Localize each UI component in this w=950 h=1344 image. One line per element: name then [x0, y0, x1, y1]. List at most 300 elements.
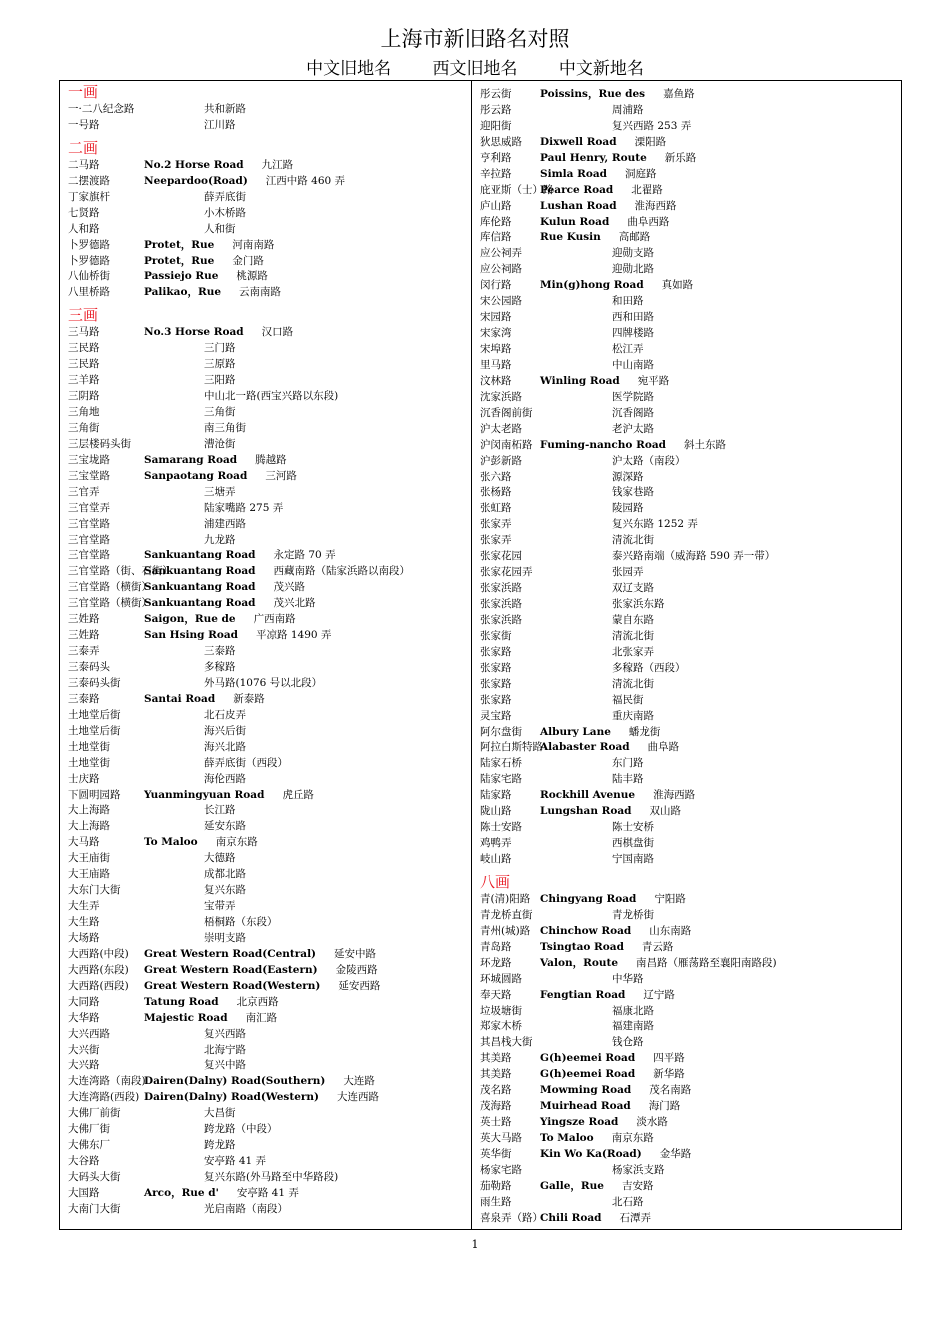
new-chinese-name: 清流北街 [612, 677, 654, 690]
table-row [480, 677, 898, 693]
old-chinese-name: 卜罗德路 [68, 254, 110, 267]
new-chinese-name: 蟠龙街 [628, 725, 661, 738]
section-heading: 一画 [68, 83, 99, 101]
new-chinese-name: 茂兴路 [273, 581, 306, 594]
old-chinese-name: 大南门大街 [68, 1202, 121, 1215]
table-row [480, 1179, 898, 1195]
page-number: 1 [471, 1238, 479, 1251]
table-row [480, 103, 898, 119]
old-chinese-name: 喜泉弄（路） [480, 1211, 543, 1224]
table-row [480, 908, 898, 924]
old-chinese-name: 三羊路 [68, 374, 100, 387]
new-chinese-name: 沉香阁路 [612, 406, 654, 419]
old-chinese-name: 茄勒路 [480, 1179, 512, 1192]
left-column [68, 81, 466, 1218]
new-chinese-name: 中山北一路(西宝兴路以东段) [204, 390, 339, 403]
new-chinese-name: 新乐路 [664, 151, 697, 164]
new-chinese-name: 宝带弄 [204, 900, 236, 913]
table-row [480, 1083, 898, 1099]
old-chinese-name: 狄思威路 [480, 135, 522, 148]
new-chinese-name: 江川路 [204, 118, 236, 131]
new-chinese-name: 桃源路 [236, 270, 268, 283]
table-row [68, 867, 466, 883]
old-western-name: Albury Lane [540, 725, 611, 738]
old-chinese-name: 大佛东厂 [68, 1139, 110, 1152]
old-western-name: Sanpaotang Road [144, 469, 248, 482]
new-chinese-name: 福康北路 [612, 1004, 654, 1017]
old-chinese-name: 陈士安路 [480, 821, 522, 834]
old-chinese-name: 宋埠路 [480, 343, 512, 355]
new-chinese-name: 重庆南路 [612, 709, 654, 722]
table-row [68, 851, 466, 867]
section-heading: 八画 [480, 872, 511, 891]
old-western-name: Paul Henry, Route [540, 151, 647, 164]
old-chinese-name: 三官堂路 [68, 533, 110, 546]
new-chinese-name: 青龙桥街 [612, 908, 654, 921]
new-chinese-name: 南京东路 [611, 1132, 654, 1144]
old-chinese-name: 大佛厂街 [68, 1123, 110, 1136]
new-chinese-name: 中山南路 [612, 358, 654, 371]
old-chinese-name: 一号路 [68, 118, 100, 131]
table-row [480, 1131, 898, 1147]
old-chinese-name: 大佛厂前街 [68, 1107, 121, 1120]
table-row [68, 819, 466, 835]
old-chinese-name: 应公祠路 [480, 263, 522, 276]
table-row [68, 1058, 466, 1074]
new-chinese-name: 三角街 [204, 406, 236, 418]
old-chinese-name: 三官堂路（街、石街） [68, 565, 173, 578]
new-chinese-name: 三河路 [265, 469, 297, 482]
new-chinese-name: 海兴后街 [204, 724, 246, 737]
old-western-name: Alabaster Road [540, 741, 630, 754]
new-chinese-name: 南三角街 [204, 421, 246, 434]
table-row [68, 835, 466, 851]
old-chinese-name: 大西路(东段) [68, 963, 129, 976]
old-western-name: Majestic Road [144, 1011, 228, 1024]
old-western-name: Simla Road [540, 167, 608, 180]
table-row [480, 230, 898, 246]
old-chinese-name: 大兴街 [68, 1043, 100, 1056]
new-chinese-name: 北京西路 [236, 995, 279, 1008]
table-row [68, 915, 466, 931]
column-headers [0, 58, 950, 80]
table-row [68, 1027, 466, 1043]
new-chinese-name: 陈士安桥 [612, 821, 654, 834]
old-chinese-name: 三民路 [68, 342, 100, 355]
old-chinese-name: 庐山路 [480, 199, 512, 212]
table-row [480, 645, 898, 661]
old-chinese-name: 沪闵南柘路 [480, 438, 533, 451]
old-chinese-name: 三官堂路（横街） [68, 581, 152, 594]
old-chinese-name: 其昌栈大街 [480, 1036, 533, 1049]
old-western-name: Valon，Route [540, 956, 619, 969]
old-chinese-name: 青(清)阳路 [480, 892, 531, 905]
old-western-name: Chinchow Road [540, 924, 632, 937]
new-chinese-name: 双辽支路 [612, 582, 654, 595]
old-chinese-name: 土地堂街 [68, 756, 110, 769]
old-chinese-name: 雨生路 [480, 1195, 512, 1208]
table-row [480, 278, 898, 294]
old-chinese-name: 张家路 [480, 645, 512, 658]
old-western-name: Sankuantang Road [144, 549, 256, 562]
new-chinese-name: 腾越路 [255, 453, 287, 466]
old-western-name: Yingsze Road [540, 1116, 619, 1129]
new-chinese-name: 延安东路 [204, 820, 246, 833]
new-chinese-name: 宛平路 [637, 374, 670, 387]
new-chinese-name: 金华路 [659, 1147, 692, 1160]
table-row [480, 1035, 898, 1051]
new-chinese-name: 松江弄 [612, 343, 644, 355]
table-row [68, 1154, 466, 1170]
new-chinese-name: 延安中路 [334, 947, 377, 960]
new-chinese-name: 福建南路 [612, 1020, 654, 1033]
table-row [480, 326, 898, 342]
new-chinese-name: 九龙路 [204, 533, 236, 546]
table-row [68, 1122, 466, 1138]
table-row [68, 453, 466, 469]
new-chinese-name: 迎勋北路 [612, 263, 654, 276]
old-chinese-name: 八仙桥街 [68, 270, 110, 283]
right-column [480, 81, 898, 1227]
new-chinese-name: 人和街 [204, 222, 236, 235]
old-chinese-name: 大生弄 [68, 900, 100, 913]
table-row [480, 215, 898, 231]
old-western-name: San Hsing Road [144, 629, 239, 642]
table-row [68, 995, 466, 1011]
table-row [480, 1163, 898, 1179]
table-row [480, 390, 898, 406]
table-row [68, 660, 466, 676]
old-western-name: Samarang Road [144, 453, 238, 466]
table-row [68, 501, 466, 517]
table-row [68, 963, 466, 979]
new-chinese-name: 北张家弄 [612, 645, 654, 658]
old-chinese-name: 人和路 [68, 222, 100, 235]
table-row [68, 708, 466, 724]
old-chinese-name: 张家街 [480, 629, 512, 642]
old-chinese-name: 张家路 [480, 661, 512, 674]
old-chinese-name: 陆家石桥 [480, 757, 522, 770]
table-row [68, 979, 466, 995]
old-chinese-name: 杨家宅路 [480, 1163, 522, 1176]
table-row [68, 803, 466, 819]
new-chinese-name: 洞庭路 [625, 167, 657, 180]
new-chinese-name: 新华路 [653, 1068, 685, 1081]
new-chinese-name: 复兴西路 253 弄 [612, 119, 692, 132]
table-row [68, 564, 466, 580]
old-chinese-name: 七贤路 [68, 206, 100, 219]
new-chinese-name: 海门路 [648, 1100, 681, 1113]
old-western-name: Great Western Road(Eastern) [144, 963, 318, 976]
old-chinese-name: 张家浜路 [480, 613, 522, 626]
old-western-name: No.2 Horse Road [144, 158, 244, 171]
old-chinese-name: 三官弄 [68, 485, 100, 498]
old-chinese-name: 大王庙街 [68, 852, 110, 865]
table-row [480, 549, 898, 565]
new-chinese-name: 浦建西路 [204, 517, 246, 530]
old-western-name: Tsingtao Road [540, 940, 624, 953]
table-row [480, 246, 898, 262]
old-chinese-name: 士庆路 [68, 772, 100, 785]
new-chinese-name: 北海宁路 [204, 1043, 246, 1056]
table-row [68, 580, 466, 596]
new-chinese-name: 福民街 [612, 693, 644, 706]
table-row [480, 422, 898, 438]
new-chinese-name: 永定路 70 弄 [273, 549, 336, 562]
old-western-name: Sankuantang Road [144, 565, 256, 578]
old-chinese-name: 大上海路 [68, 820, 110, 833]
old-chinese-name: 大华路 [68, 1011, 100, 1024]
old-western-name: Passiejo Rue [144, 270, 219, 283]
old-chinese-name: 三姓路 [68, 629, 100, 642]
new-chinese-name: 小木桥路 [204, 206, 246, 219]
old-chinese-name: 土地堂后街 [68, 724, 121, 737]
table-row [68, 254, 466, 270]
new-chinese-name: 复兴东路 [204, 884, 246, 897]
old-chinese-name: 张家路 [480, 677, 512, 690]
table-row [480, 167, 898, 183]
table-row [480, 119, 898, 135]
old-chinese-name: 张虹路 [480, 502, 512, 515]
table-row [480, 374, 898, 390]
new-chinese-name: 薛弄底街（西段） [204, 756, 288, 769]
old-western-name: Great Western Road(Central) [144, 947, 317, 960]
table-row [480, 988, 898, 1004]
table-row [480, 836, 898, 852]
table-row [480, 183, 898, 199]
new-chinese-name: 石潭弄 [619, 1211, 651, 1224]
old-chinese-name: 三角街 [68, 421, 100, 434]
new-chinese-name: 云南南路 [239, 286, 282, 299]
new-chinese-name: 跨龙路（中段） [204, 1123, 278, 1136]
old-chinese-name: 大连湾路(西段) [68, 1091, 140, 1104]
new-chinese-name: 周浦路 [612, 103, 644, 116]
old-chinese-name: 陆家路 [480, 789, 512, 802]
new-chinese-name: 蒙自东路 [612, 613, 654, 626]
table-row [480, 788, 898, 804]
table-row [68, 421, 466, 437]
old-chinese-name: 其美路 [480, 1052, 512, 1065]
table-row [68, 118, 466, 134]
old-chinese-name: 彤云路 [480, 103, 512, 116]
old-western-name: Mowming Road [540, 1084, 632, 1097]
table-row [480, 438, 898, 454]
table-row [480, 199, 898, 215]
table-row [68, 485, 466, 501]
old-chinese-name: 张杨路 [480, 486, 512, 499]
old-western-name: Kin Wo Ka(Road) [540, 1147, 642, 1160]
old-chinese-name: 张家花园弄 [480, 566, 533, 579]
new-chinese-name: 青云路 [641, 940, 674, 953]
old-chinese-name: 宋家湾 [480, 327, 512, 340]
old-chinese-name: 沉香阁前街 [480, 406, 533, 419]
table-row [68, 772, 466, 788]
old-chinese-name: 岐山路 [480, 853, 512, 865]
old-western-name: Min(g)hong Road [540, 279, 644, 292]
old-western-name: Sankuantang Road [144, 597, 256, 610]
table-row [480, 940, 898, 956]
old-chinese-name: 三宝堂路 [68, 469, 110, 482]
old-western-name: Neepardoo(Road) [144, 174, 248, 187]
old-chinese-name: 陇山路 [480, 805, 512, 818]
old-chinese-name: 沈家浜路 [480, 390, 522, 403]
table-row [480, 533, 898, 549]
old-chinese-name: 大同路 [68, 995, 100, 1008]
section-heading: 三画 [68, 306, 99, 325]
old-chinese-name: 青州(城)路 [480, 924, 531, 937]
table-row [68, 899, 466, 915]
new-chinese-name: 陵园路 [612, 502, 644, 515]
new-chinese-name: 北石路 [612, 1195, 644, 1208]
new-chinese-name: 泰兴路南端（威海路 590 弄一带） [612, 550, 776, 563]
table-row [68, 548, 466, 564]
new-chinese-name: 老沪太路 [612, 422, 654, 435]
old-chinese-name: 三官堂路 [68, 549, 110, 562]
new-chinese-name: 三泰路 [204, 645, 236, 658]
new-chinese-name: 宁国南路 [612, 853, 654, 865]
table-row [68, 341, 466, 357]
table-row [480, 406, 898, 422]
table-row [68, 947, 466, 963]
old-western-name: Yuanmingyuan Road [144, 788, 265, 801]
new-chinese-name: 西和田路 [612, 311, 654, 324]
table-row [68, 1090, 466, 1106]
old-chinese-name: 三泰路 [68, 692, 100, 705]
table-row [480, 262, 898, 278]
table-row [68, 206, 466, 222]
new-chinese-name: 南京东路 [215, 836, 258, 849]
new-chinese-name: 海伦西路 [204, 772, 246, 785]
old-chinese-name: 青龙桥直街 [480, 908, 533, 921]
new-chinese-name: 海兴北路 [204, 740, 246, 753]
new-chinese-name: 四平路 [653, 1052, 685, 1065]
new-chinese-name: 张家浜东路 [612, 598, 665, 610]
old-western-name: Tatung Road [144, 995, 219, 1008]
table-row [68, 269, 466, 285]
old-western-name: Galle，Rue [540, 1179, 604, 1192]
new-chinese-name: 张园弄 [612, 566, 644, 579]
new-chinese-name: 多稼路（西段） [612, 661, 686, 674]
new-chinese-name: 漕沧街 [204, 437, 236, 450]
new-chinese-name: 西棋盘街 [612, 837, 654, 850]
old-chinese-name: 奉天路 [480, 988, 512, 1001]
old-chinese-name: 三民路 [68, 358, 100, 371]
old-chinese-name: 大西路(中段) [68, 947, 129, 960]
old-chinese-name: 大国路 [68, 1186, 100, 1199]
old-chinese-name: 库信路 [480, 231, 512, 244]
old-chinese-name: 大王庙路 [68, 868, 110, 881]
old-chinese-name: 三姓路 [68, 613, 100, 626]
table-row [68, 102, 466, 118]
new-chinese-name: 嘉鱼路 [663, 88, 695, 100]
old-chinese-name: 茂海路 [480, 1100, 512, 1113]
old-chinese-name: 下圆明园路 [68, 788, 121, 801]
new-chinese-name: 跨龙路 [204, 1139, 236, 1152]
table-row [68, 724, 466, 740]
old-chinese-name: 郑家木桥 [480, 1020, 522, 1033]
old-chinese-name: 闵行路 [480, 279, 512, 292]
old-chinese-name: 茂名路 [480, 1084, 512, 1097]
old-chinese-name: 青岛路 [480, 940, 512, 953]
old-western-name: Rue Kusin [540, 231, 601, 244]
table-row [480, 565, 898, 581]
old-chinese-name: 沪彭新路 [480, 454, 522, 467]
new-chinese-name: 北石皮弄 [204, 708, 246, 721]
table-row [480, 820, 898, 836]
table-row [480, 924, 898, 940]
old-chinese-name: 汶林路 [480, 374, 512, 387]
table-row [68, 1043, 466, 1059]
new-chinese-name: 医学院路 [612, 390, 654, 403]
table-row [480, 342, 898, 358]
old-chinese-name: 二马路 [68, 158, 100, 171]
old-chinese-name: 阿拉白斯特路 [480, 741, 543, 754]
new-chinese-name: 四牌楼路 [612, 327, 654, 340]
table-row [68, 437, 466, 453]
old-chinese-name: 里马路 [480, 358, 512, 371]
table-row [68, 325, 466, 341]
new-chinese-name: 三门路 [204, 342, 236, 355]
old-western-name: Santai Road [144, 692, 216, 705]
table-row [68, 676, 466, 692]
table-row [480, 358, 898, 374]
table-row [480, 1195, 898, 1211]
old-chinese-name: 垃圾塘街 [480, 1004, 522, 1017]
new-chinese-name: 清流北街 [612, 629, 654, 642]
new-chinese-name: 迎勋支路 [612, 247, 654, 260]
old-western-name: Lungshan Road [540, 805, 632, 818]
table-row [480, 661, 898, 677]
old-chinese-name: 八里桥路 [68, 286, 110, 299]
table-row [68, 1186, 466, 1202]
new-chinese-name: 梧桐路（东段） [204, 916, 278, 928]
new-chinese-name: 河南南路 [232, 238, 275, 251]
table-row [480, 310, 898, 326]
column-divider [471, 81, 472, 1229]
old-chinese-name: 应公祠弄 [480, 247, 522, 260]
new-chinese-name: 广西南路 [253, 613, 296, 626]
new-chinese-name: 光启南路（南段） [204, 1202, 288, 1215]
table-row [480, 454, 898, 470]
table-row [68, 373, 466, 389]
old-western-name: Dixwell Road [540, 135, 617, 148]
table-row [480, 485, 898, 501]
table-row [68, 533, 466, 549]
old-western-name: Great Western Road(Western) [144, 979, 321, 992]
old-chinese-name: 土地堂街 [68, 740, 110, 753]
old-chinese-name: 陆家宅路 [480, 773, 522, 786]
old-western-name: Dairen(Dalny) Road(Western) [144, 1091, 320, 1104]
new-chinese-name: 溧阳路 [634, 135, 667, 148]
old-chinese-name: 三官堂弄 [68, 501, 110, 514]
table-row [68, 469, 466, 485]
old-chinese-name: 三泰弄 [68, 645, 100, 658]
table-row [68, 222, 466, 238]
table-row [480, 294, 898, 310]
table-row [480, 804, 898, 820]
old-chinese-name: 宋公园路 [480, 295, 522, 308]
new-chinese-name: 杨家浜支路 [612, 1163, 665, 1176]
old-chinese-name: 丁家旗杆 [68, 190, 110, 203]
new-chinese-name: 双山路 [649, 805, 682, 818]
table-row [480, 151, 898, 167]
table-row [68, 1138, 466, 1154]
new-chinese-name: 三塘弄 [204, 485, 236, 498]
old-chinese-name: 大马路 [68, 836, 100, 849]
table-row [68, 1170, 466, 1186]
old-western-name: Winling Road [540, 374, 620, 387]
table-row [68, 405, 466, 421]
